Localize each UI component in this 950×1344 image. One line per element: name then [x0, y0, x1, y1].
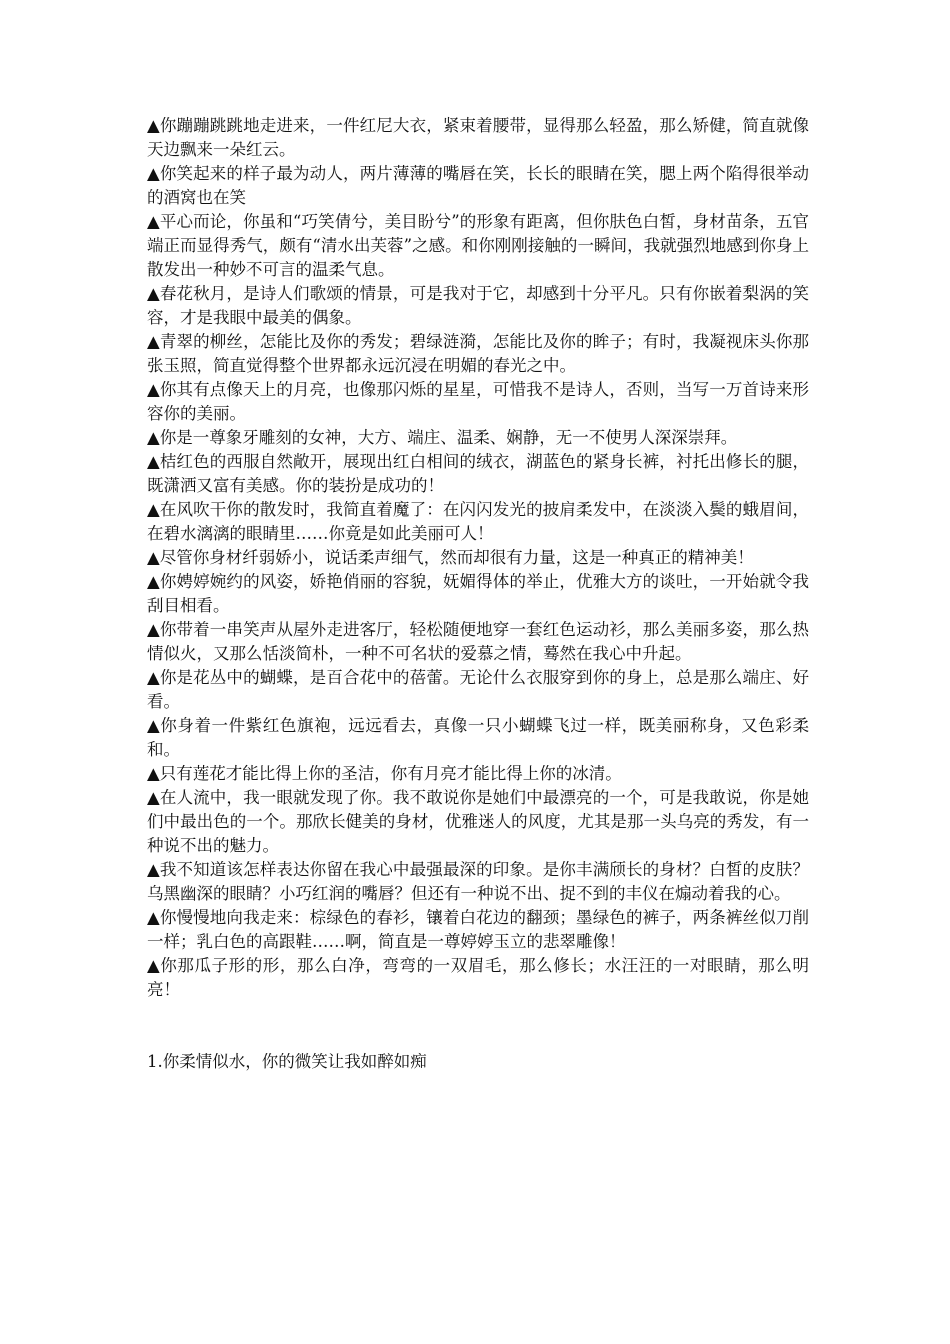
paragraph-2: ▲你笑起来的样子最为动人，两片薄薄的嘴唇在笑，长长的眼睛在笑，腮上两个陷得很举动的酒窝也在笑 — [147, 164, 809, 207]
paragraph-19: ▲你那瓜子形的形，那么白净，弯弯的一双眉毛，那么修长；水汪汪的一对眼睛，那么明亮！ — [147, 956, 809, 999]
paragraph-12: ▲你带着一串笑声从屋外走进客厅，轻松随便地穿一套红色运动衫，那么美丽多姿，那么热情似火，又那么恬淡简朴，一种不可名状的爱慕之情，蓦然在我心中升起。 — [147, 620, 809, 663]
paragraph-8: ▲桔红色的西服自然敞开，展现出红白相间的绒衣，湖蓝色的紧身长裤，衬托出修长的腿，既潇洒又富有美感。你的装扮是成功的！ — [147, 452, 809, 495]
paragraph-13: ▲你是花丛中的蝴蝶，是百合花中的蓓蕾。无论什么衣服穿到你的身上，总是那么端庄、好看。 — [147, 668, 809, 711]
paragraph-3: ▲平心而论，你虽和“巧笑倩兮，美目盼兮”的形象有距离，但你肤色白皙，身材苗条，五官端正而显得秀气，颇有“清水出芙蓉”之感。和你刚刚接触的一瞬间，我就强烈地感到你身上散发出一种妙不可言的温柔气息。 — [147, 212, 809, 279]
paragraph-6: ▲你其有点像天上的月亮，也像那闪烁的星星，可惜我不是诗人，否则，当写一万首诗来形容你的美丽。 — [147, 380, 809, 423]
paragraph-4: ▲春花秋月，是诗人们歌颂的情景，可是我对于它，却感到十分平凡。只有你嵌着梨涡的笑容，才是我眼中最美的偶象。 — [147, 284, 809, 327]
numbered-item: 1.你柔情似水，你的微笑让我如醉如痴 — [147, 1052, 427, 1071]
paragraph-11: ▲你娉婷婉约的风姿，娇艳俏丽的容貌，妩媚得体的举止，优雅大方的谈吐，一开始就令我刮目相看。 — [147, 572, 809, 615]
paragraph-14: ▲你身着一件紫红色旗袍，远远看去，真像一只小蝴蝶飞过一样，既美丽称身，又色彩柔和。 — [147, 716, 809, 759]
paragraph-1: ▲你蹦蹦跳跳地走进来，一件红尼大衣，紧束着腰带，显得那么轻盈，那么矫健，简直就像天边飘来一朵红云。 — [147, 116, 809, 159]
paragraph-5: ▲青翠的柳丝，怎能比及你的秀发；碧绿涟漪，怎能比及你的眸子；有时，我凝视床头你那张玉照，简直觉得整个世界都永远沉浸在明媚的春光之中。 — [147, 332, 809, 375]
paragraph-15: ▲只有莲花才能比得上你的圣洁，你有月亮才能比得上你的冰清。 — [147, 764, 622, 783]
paragraph-17: ▲我不知道该怎样表达你留在我心中最强最深的印象。是你丰满颀长的身材？白皙的皮肤？乌黑幽深的眼睛？小巧红润的嘴唇？但还有一种说不出、捉不到的丰仪在煽动着我的心。 — [147, 860, 809, 903]
paragraph-18: ▲你慢慢地向我走来：棕绿色的春衫，镶着白花边的翻颈；墨绿色的裤子，两条裤丝似刀削一样；乳白色的高跟鞋……啊，简直是一尊婷婷玉立的悲翠雕像！ — [147, 908, 809, 951]
paragraph-16: ▲在人流中，我一眼就发现了你。我不敢说你是她们中最漂亮的一个，可是我敢说，你是她们中最出色的一个。那欣长健美的身材，优雅迷人的风度，尤其是那一头乌亮的秀发，有一种说不出的魅力。 — [147, 788, 809, 855]
paragraph-gap — [147, 1002, 809, 1050]
paragraph-7: ▲你是一尊象牙雕刻的女神，大方、端庄、温柔、娴静，无一不使男人深深崇拜。 — [147, 428, 738, 447]
paragraph-10: ▲尽管你身材纤弱娇小，说话柔声细气，然而却很有力量，这是一种真正的精神美！ — [147, 548, 754, 567]
paragraph-9: ▲在风吹干你的散发时，我简直着魔了：在闪闪发光的披肩柔发中，在淡淡入鬓的蛾眉间，在碧水漓漓的眼睛里……你竟是如此美丽可人！ — [147, 500, 809, 543]
document-body — [147, 114, 809, 1074]
